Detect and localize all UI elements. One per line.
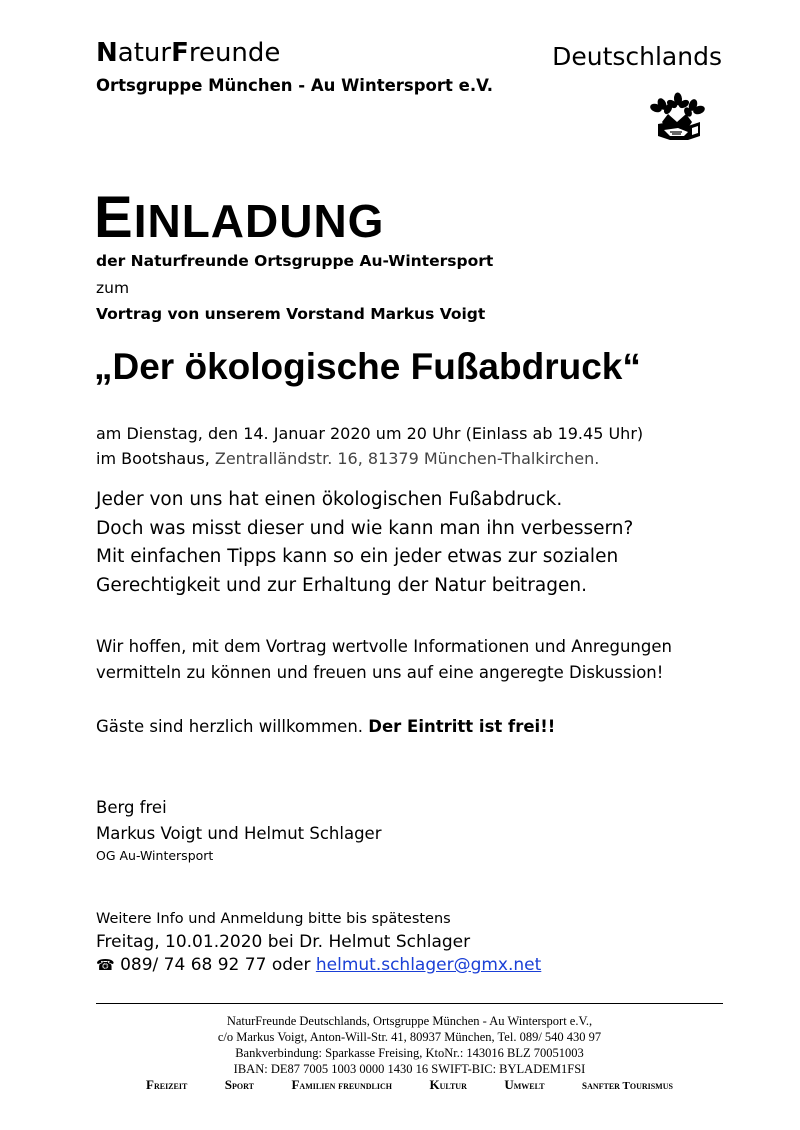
signatory-group: OG Au-Wintersport xyxy=(96,848,214,863)
footer-tag: Freizeit xyxy=(146,1077,188,1092)
hope-paragraph xyxy=(96,634,672,686)
footer-tag: Umwelt xyxy=(504,1077,545,1092)
connector-line: zum xyxy=(96,279,130,297)
org-name-part-2: reunde xyxy=(188,38,281,68)
hope-line: vermitteln zu können und freuen uns auf eine angeregte Diskussion! xyxy=(96,663,664,682)
footer-tag: Sport xyxy=(224,1077,254,1092)
invitation-title xyxy=(94,184,384,251)
registration-deadline: Freitag, 10.01.2020 bei Dr. Helmut Schlager xyxy=(96,932,471,952)
guests-line xyxy=(96,714,555,740)
footer-tag: Familien freundlich xyxy=(291,1077,392,1092)
hope-line: Wir hoffen, mit dem Vortrag wertvolle Informationen und Anregungen xyxy=(96,637,672,656)
org-subtitle: Ortsgruppe München - Au Wintersport e.V. xyxy=(96,76,494,95)
greeting: Berg frei xyxy=(96,798,167,817)
lecture-line: Vortrag von unserem Vorstand Markus Voigt xyxy=(96,305,486,323)
org-name-part-1: atur xyxy=(117,38,172,68)
registration-note: Weitere Info und Anmeldung bitte bis spätestens xyxy=(96,911,451,927)
lecture-headline: „Der ökologische Fußabdruck“ xyxy=(94,346,641,387)
org-initial-f: F xyxy=(171,38,189,68)
footer-line: NaturFreunde Deutschlands, Ortsgruppe München - Au Wintersport e.V., xyxy=(226,1014,593,1028)
event-location xyxy=(96,446,599,471)
phone-icon: ☎ xyxy=(96,956,115,974)
title-rest: INLADUNG xyxy=(133,195,385,247)
free-entry-note: Der Eintritt ist frei!! xyxy=(368,717,556,736)
footer-divider xyxy=(96,1003,723,1004)
footer-line: Bankverbindung: Sparkasse Freising, KtoNr.: 143016 BLZ 70051003 xyxy=(235,1046,584,1060)
footer-tag: sanfter Tourismus xyxy=(582,1077,673,1092)
intro-line: Gerechtigkeit und zur Erhaltung der Natur beitragen. xyxy=(96,574,587,596)
intro-line: Doch was misst dieser und wie kann man ihn verbessern? xyxy=(96,517,634,539)
email-link[interactable]: helmut.schlager@gmx.net xyxy=(315,955,542,975)
org-name xyxy=(96,38,280,68)
intro-line: Jeder von uns hat einen ökologischen Fußabdruck. xyxy=(96,489,563,510)
org-country: Deutschlands xyxy=(552,42,722,71)
footer-line: c/o Markus Voigt, Anton-Will-Str. 41, 80937 München, Tel. 089/ 540 430 97 xyxy=(217,1030,602,1044)
footer-address xyxy=(96,1013,723,1077)
footer-tags xyxy=(96,1077,723,1093)
footer-line: IBAN: DE87 7005 1003 0000 1430 16 SWIFT-BIC: BYLADEM1FSI xyxy=(233,1062,586,1076)
event-date: am Dienstag, den 14. Januar 2020 um 20 Uhr (Einlass ab 19.45 Uhr) xyxy=(96,424,644,443)
intro-paragraph xyxy=(96,486,633,600)
title-initial: E xyxy=(94,185,134,250)
location-prefix: im Bootshaus, xyxy=(96,449,215,468)
footer-tag: Kultur xyxy=(429,1077,467,1092)
inviter-line: der Naturfreunde Ortsgruppe Au-Wintersport xyxy=(96,252,494,270)
signatories: Markus Voigt und Helmut Schlager xyxy=(96,824,382,843)
intro-line: Mit einfachen Tipps kann so ein jeder etwas zur sozialen xyxy=(96,546,619,567)
location-address: Zentralländstr. 16, 81379 München-Thalkirchen. xyxy=(214,449,600,468)
org-initial-n: N xyxy=(96,38,118,68)
contact-line xyxy=(96,955,541,975)
guests-welcome: Gäste sind herzlich willkommen. xyxy=(96,717,369,736)
phone-number: 089/ 74 68 92 77 oder xyxy=(114,955,316,975)
naturfreunde-logo-icon xyxy=(648,92,706,144)
